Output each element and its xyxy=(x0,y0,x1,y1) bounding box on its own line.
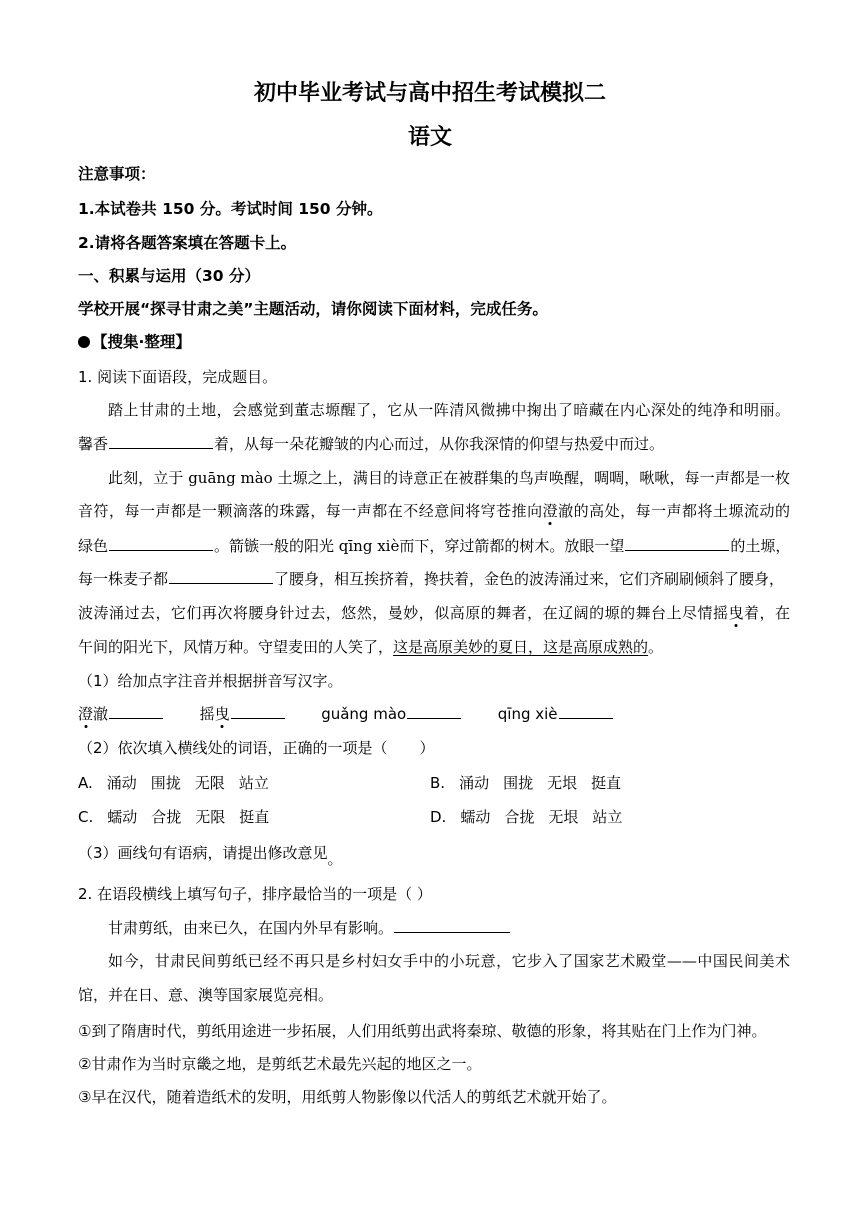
text-span: 。 xyxy=(327,850,343,868)
text-span: ） xyxy=(419,739,435,757)
q1-para2-line2 xyxy=(78,501,790,521)
q2-para1 xyxy=(108,918,790,938)
underlined-sentence: 这是高原美妙的夏日，这是高原成熟的 xyxy=(393,638,649,656)
answer-blank-4[interactable] xyxy=(169,569,273,584)
text-span: 的土塬， xyxy=(730,537,791,555)
option-word: 站立 xyxy=(238,774,269,792)
q2-sentence-1: ①到了隋唐时代，剪纸用途进一步拓展，人们用纸剪出武将秦琼、敬德的形象，将其贴在门上作为门神。 xyxy=(78,1022,767,1040)
q1-sub1-items xyxy=(78,704,790,724)
dotted-char: 澄 xyxy=(78,705,94,723)
text-span: 摇 xyxy=(199,705,215,723)
q2-stem: 2. 在语段横线上填写句子，排序最恰当的一项是（ ） xyxy=(78,885,432,903)
answer-blank-7[interactable] xyxy=(407,704,461,719)
answer-blank-5[interactable] xyxy=(109,704,163,719)
text-span: 着，从每一朵花瓣皱的内心而过，从你我深情的仰望与热爱中而过。 xyxy=(214,435,665,453)
notice-item-2: 2.请将各题答案填在答题卡上。 xyxy=(78,234,297,252)
option-word: 合拢 xyxy=(151,808,182,826)
option-label: B. xyxy=(430,774,446,792)
pinyin-text: qīng xiè xyxy=(497,705,558,723)
notice-item-1: 1.本试卷共 150 分。考试时间 150 分钟。 xyxy=(78,200,383,218)
answer-blank-1[interactable] xyxy=(109,434,213,449)
text-span: 音符，每一声都是一颗滴落的珠露，每一声都在不经意间将穹苍推向 xyxy=(78,502,543,520)
subsection-label: 【搜集·整理】 xyxy=(92,333,191,351)
q1-para2-line5 xyxy=(78,603,790,623)
option-word: 围拢 xyxy=(150,774,181,792)
q2-sentence-3: ③早在汉代，随着造纸术的发明，用纸剪人物影像以代活人的剪纸艺术就开始了。 xyxy=(78,1088,617,1106)
text-span: 着，在 xyxy=(744,604,790,622)
option-word: 蠕动 xyxy=(107,808,138,826)
text-span: （2）依次填入横线处的词语，正确的一项是（ xyxy=(78,739,388,757)
option-d[interactable] xyxy=(430,806,622,827)
dotted-char: 澄 xyxy=(542,502,559,520)
exam-title: 初中毕业考试与高中招生考试模拟二 xyxy=(253,80,606,106)
q2-para2-line1: 如今，甘肃民间剪纸已经不再只是乡村妇女手中的小玩意，它步入了国家艺术殿堂——中国民间美术 xyxy=(108,952,790,970)
q1-para2-line1: 此刻，立于 guāng mào 土塬之上，满目的诗意正在被群集的鸟声唤醒，啁啁，啾啾，每一声都是一枚 xyxy=(108,469,790,487)
q1-para1-line2 xyxy=(78,434,790,454)
q2-sentence-2: ②甘肃作为当时京畿之地，是剪纸艺术最先兴起的地区之一。 xyxy=(78,1055,482,1073)
q1-sub1: （1）给加点字注音并根据拼音写汉字。 xyxy=(78,672,343,690)
text-span: 。 xyxy=(648,638,664,656)
notice-heading: 注意事项： xyxy=(78,165,156,183)
section-heading: 一、积累与运用（30 分） xyxy=(78,267,260,285)
option-word: 站立 xyxy=(592,808,623,826)
dotted-char: 曳 xyxy=(728,604,744,622)
text-span: 。箭镞一般的阳光 qīng xiè而下，穿过箭都的树木。放眼一望 xyxy=(214,537,625,555)
option-word: 挺直 xyxy=(239,808,270,826)
option-word: 合拢 xyxy=(504,808,535,826)
option-word: 无垠 xyxy=(548,808,579,826)
answer-blank-9[interactable] xyxy=(394,918,510,933)
option-word: 涌动 xyxy=(459,774,490,792)
q1-para1-line1: 踏上甘肃的土地，会感觉到董志塬醒了，它从一阵清风微拂中掬出了暗藏在内心深处的纯净和明丽。 xyxy=(108,401,790,419)
subsection-heading xyxy=(78,332,790,352)
section-intro: 学校开展“探寻甘肃之美”主题活动，请你阅读下面材料，完成任务。 xyxy=(78,300,548,318)
text-span: 波涛涌过去，它们再次将腰身针过去，悠然，曼妙，似高原的舞者，在辽阔的塬的舞台上尽情摇 xyxy=(78,604,729,622)
option-c[interactable] xyxy=(78,806,269,827)
answer-blank-2[interactable] xyxy=(109,536,213,551)
text-span: （3）画线句有语病，请提出修改意见 xyxy=(78,844,328,862)
option-b[interactable] xyxy=(430,772,621,793)
text-span: 午间的阳光下，风情万种。守望麦田的人笑了， xyxy=(78,638,394,656)
option-word: 蠕动 xyxy=(460,808,491,826)
text-span: 澈 xyxy=(93,705,109,723)
option-label: A. xyxy=(78,774,93,792)
text-span: 甘肃剪纸，由来已久，在国内外早有影响。 xyxy=(108,919,394,937)
q1-sub2 xyxy=(78,738,790,758)
option-label: C. xyxy=(78,808,94,826)
answer-blank-3[interactable] xyxy=(625,536,729,551)
option-label: D. xyxy=(430,808,447,826)
text-span: 绿色 xyxy=(78,537,109,555)
q1-sub3 xyxy=(78,843,790,868)
pinyin-text: guǎng mào xyxy=(321,705,407,723)
option-word: 挺直 xyxy=(591,774,622,792)
answer-blank-8[interactable] xyxy=(559,704,613,719)
text-span: 澈的高处，每一声都将土塬流动的 xyxy=(558,502,790,520)
subject-title: 语文 xyxy=(407,124,452,150)
q1-para2-line3 xyxy=(78,536,790,556)
q1-para2-line6 xyxy=(78,637,790,657)
q1-para2-line4 xyxy=(78,569,790,589)
text-span: 馨香 xyxy=(78,435,109,453)
text-span: 了腰身，相互挨挤着，搀扶着，金色的波涛涌过来，它们齐刷刷倾斜了腰身， xyxy=(274,570,785,588)
text-span: 每一株麦子都 xyxy=(78,570,169,588)
option-word: 无限 xyxy=(194,774,225,792)
q1-stem: 1. 阅读下面语段，完成题目。 xyxy=(78,368,278,386)
option-a[interactable] xyxy=(78,772,269,793)
bullet-icon xyxy=(78,336,90,348)
option-word: 无限 xyxy=(195,808,226,826)
q2-para2-line2: 馆，并在日、意、澳等国家展览亮相。 xyxy=(78,986,334,1004)
option-word: 无垠 xyxy=(547,774,578,792)
option-word: 涌动 xyxy=(106,774,137,792)
option-word: 围拢 xyxy=(503,774,534,792)
dotted-char: 曳 xyxy=(214,705,230,723)
answer-blank-6[interactable] xyxy=(231,704,285,719)
